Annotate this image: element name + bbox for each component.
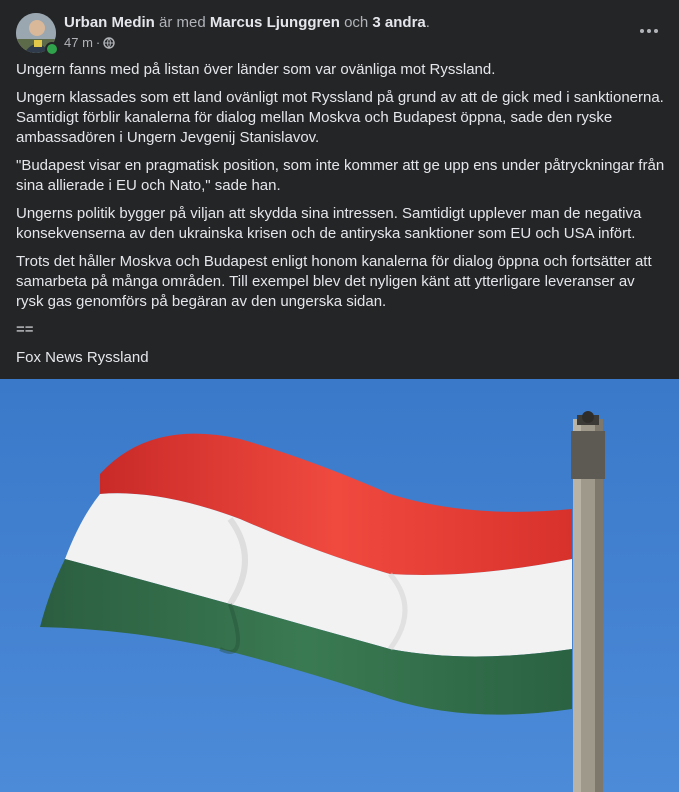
- with-text: är med: [159, 14, 206, 31]
- and-text: och: [344, 14, 369, 31]
- separator-line: ==: [16, 321, 34, 338]
- paragraph: Trots det håller Moskva och Budapest enligt honom kanalerna för dialog öppna och fortsätter att samarbeta på många områden. Till exempel blev det nyligen känt att ytterligare leveranser av rysk gas genomförs på begäran av den ungerska sidan.: [16, 253, 652, 310]
- post-header: [16, 13, 663, 53]
- online-status-dot: [45, 42, 59, 56]
- post-meta: [64, 35, 115, 51]
- tagged-others[interactable]: 3 andra: [372, 14, 426, 31]
- globe-icon: [103, 37, 115, 49]
- paragraph: Ungerns politik bygger på viljan att skydda sina intressen. Samtidigt upplever man de negativa konsekvenserna av den ukrainska krisen och de antiryska sanktioner som EU och USA infört.: [16, 205, 642, 242]
- period: .: [425, 14, 430, 31]
- paragraph: Ungern klassades som ett land ovänligt mot Ryssland på grund av att de gick med i sanktionerna. Samtidigt förblir kanalerna för dialog mellan Moskva och Budapest öppna, sade den ryske ambassadören i Ungern Jevgenij Stanislavov.: [16, 89, 664, 146]
- more-options-button[interactable]: [635, 17, 663, 45]
- tagged-person[interactable]: Marcus Ljunggren: [209, 14, 340, 31]
- more-horizontal-icon: [639, 28, 659, 34]
- hungarian-flag-image: [0, 379, 679, 792]
- post-photo[interactable]: [0, 379, 679, 792]
- meta-separator: ·: [95, 35, 101, 50]
- paragraph: Ungern fanns med på listan över länder som var ovänliga mot Ryssland.: [16, 61, 496, 78]
- source-line: Fox News Ryssland: [16, 349, 149, 366]
- post-text: [16, 60, 666, 376]
- post-time[interactable]: 47 m: [64, 35, 93, 50]
- paragraph: "Budapest visar en pragmatisk position, som inte kommer att ge upp ens under påtryckningar från sina allierade i EU och Nato," sade han.: [16, 157, 665, 194]
- author-name[interactable]: Urban Medin: [64, 14, 155, 31]
- author-line: [64, 13, 430, 32]
